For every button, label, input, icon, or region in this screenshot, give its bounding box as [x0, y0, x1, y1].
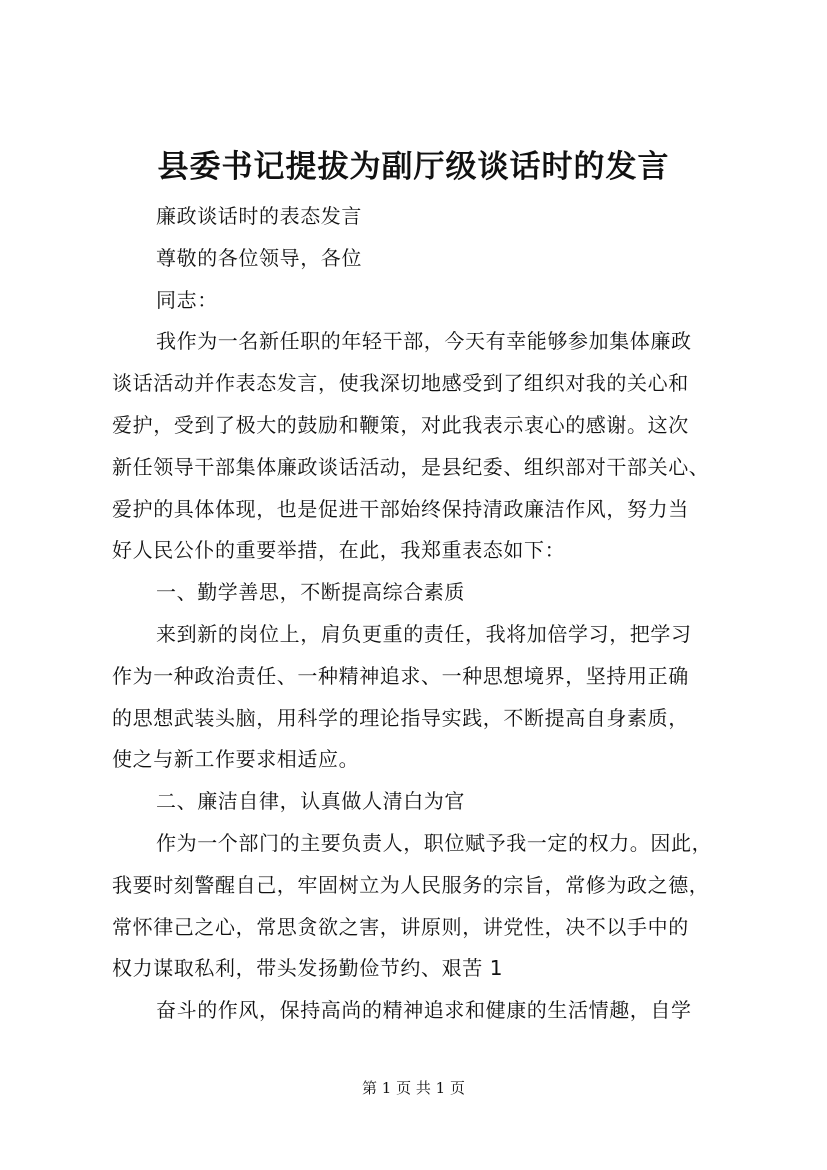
section-heading: 二、廉洁自律，认真做人清白为官 [156, 789, 465, 814]
body-line: 尊敬的各位领导，各位 [156, 245, 362, 270]
body-line: 爱护，受到了极大的鼓励和鞭策，对此我表示衷心的感谢。这次 [112, 412, 689, 437]
body-line: 使之与新工作要求相适应。 [112, 747, 360, 772]
body-line: 新任领导干部集体廉政谈话活动，是县纪委、组织部对干部关心、 [112, 454, 710, 479]
document-body [112, 196, 740, 1032]
body-line: 来到新的岗位上，肩负更重的责任，我将加倍学习，把学习 [156, 621, 692, 646]
body-line: 作为一种政治责任、一种精神追求、一种思想境界，坚持用正确 [112, 663, 689, 688]
body-line: 同志： [156, 287, 218, 312]
body-line: 谈话活动并作表态发言，使我深切地感受到了组织对我的关心和 [112, 371, 689, 396]
body-line: 常怀律己之心，常思贪欲之害，讲原则，讲党性，决不以手中的 [112, 914, 689, 939]
document-title: 县委书记提拔为副厅级谈话时的发言 [157, 149, 670, 185]
section-heading: 一、勤学善思，不断提高综合素质 [156, 580, 465, 605]
body-line: 的思想武装头脑，用科学的理论指导实践，不断提高自身素质， [112, 705, 689, 730]
page-number-footer: 第 1 页 共 1 页 [362, 1079, 465, 1097]
body-line: 我作为一名新任职的年轻干部，今天有幸能够参加集体廉政 [156, 329, 692, 354]
body-line: 爱护的具体体现，也是促进干部始终保持清政廉洁作风，努力当 [112, 496, 689, 521]
body-line: 廉政谈话时的表态发言 [156, 204, 362, 228]
body-line: 我要时刻警醒自己，牢固树立为人民服务的宗旨，常修为政之德， [112, 872, 710, 897]
body-line: 奋斗的作风，保持高尚的精神追求和健康的生活情趣，自学 [156, 998, 692, 1023]
body-line: 好人民公仆的重要举措，在此，我郑重表态如下： [112, 538, 566, 563]
body-line: 权力谋取私利，带头发扬勤俭节约、艰苦 1 [112, 956, 504, 981]
body-line: 作为一个部门的主要负责人，职位赋予我一定的权力。因此， [156, 830, 713, 855]
